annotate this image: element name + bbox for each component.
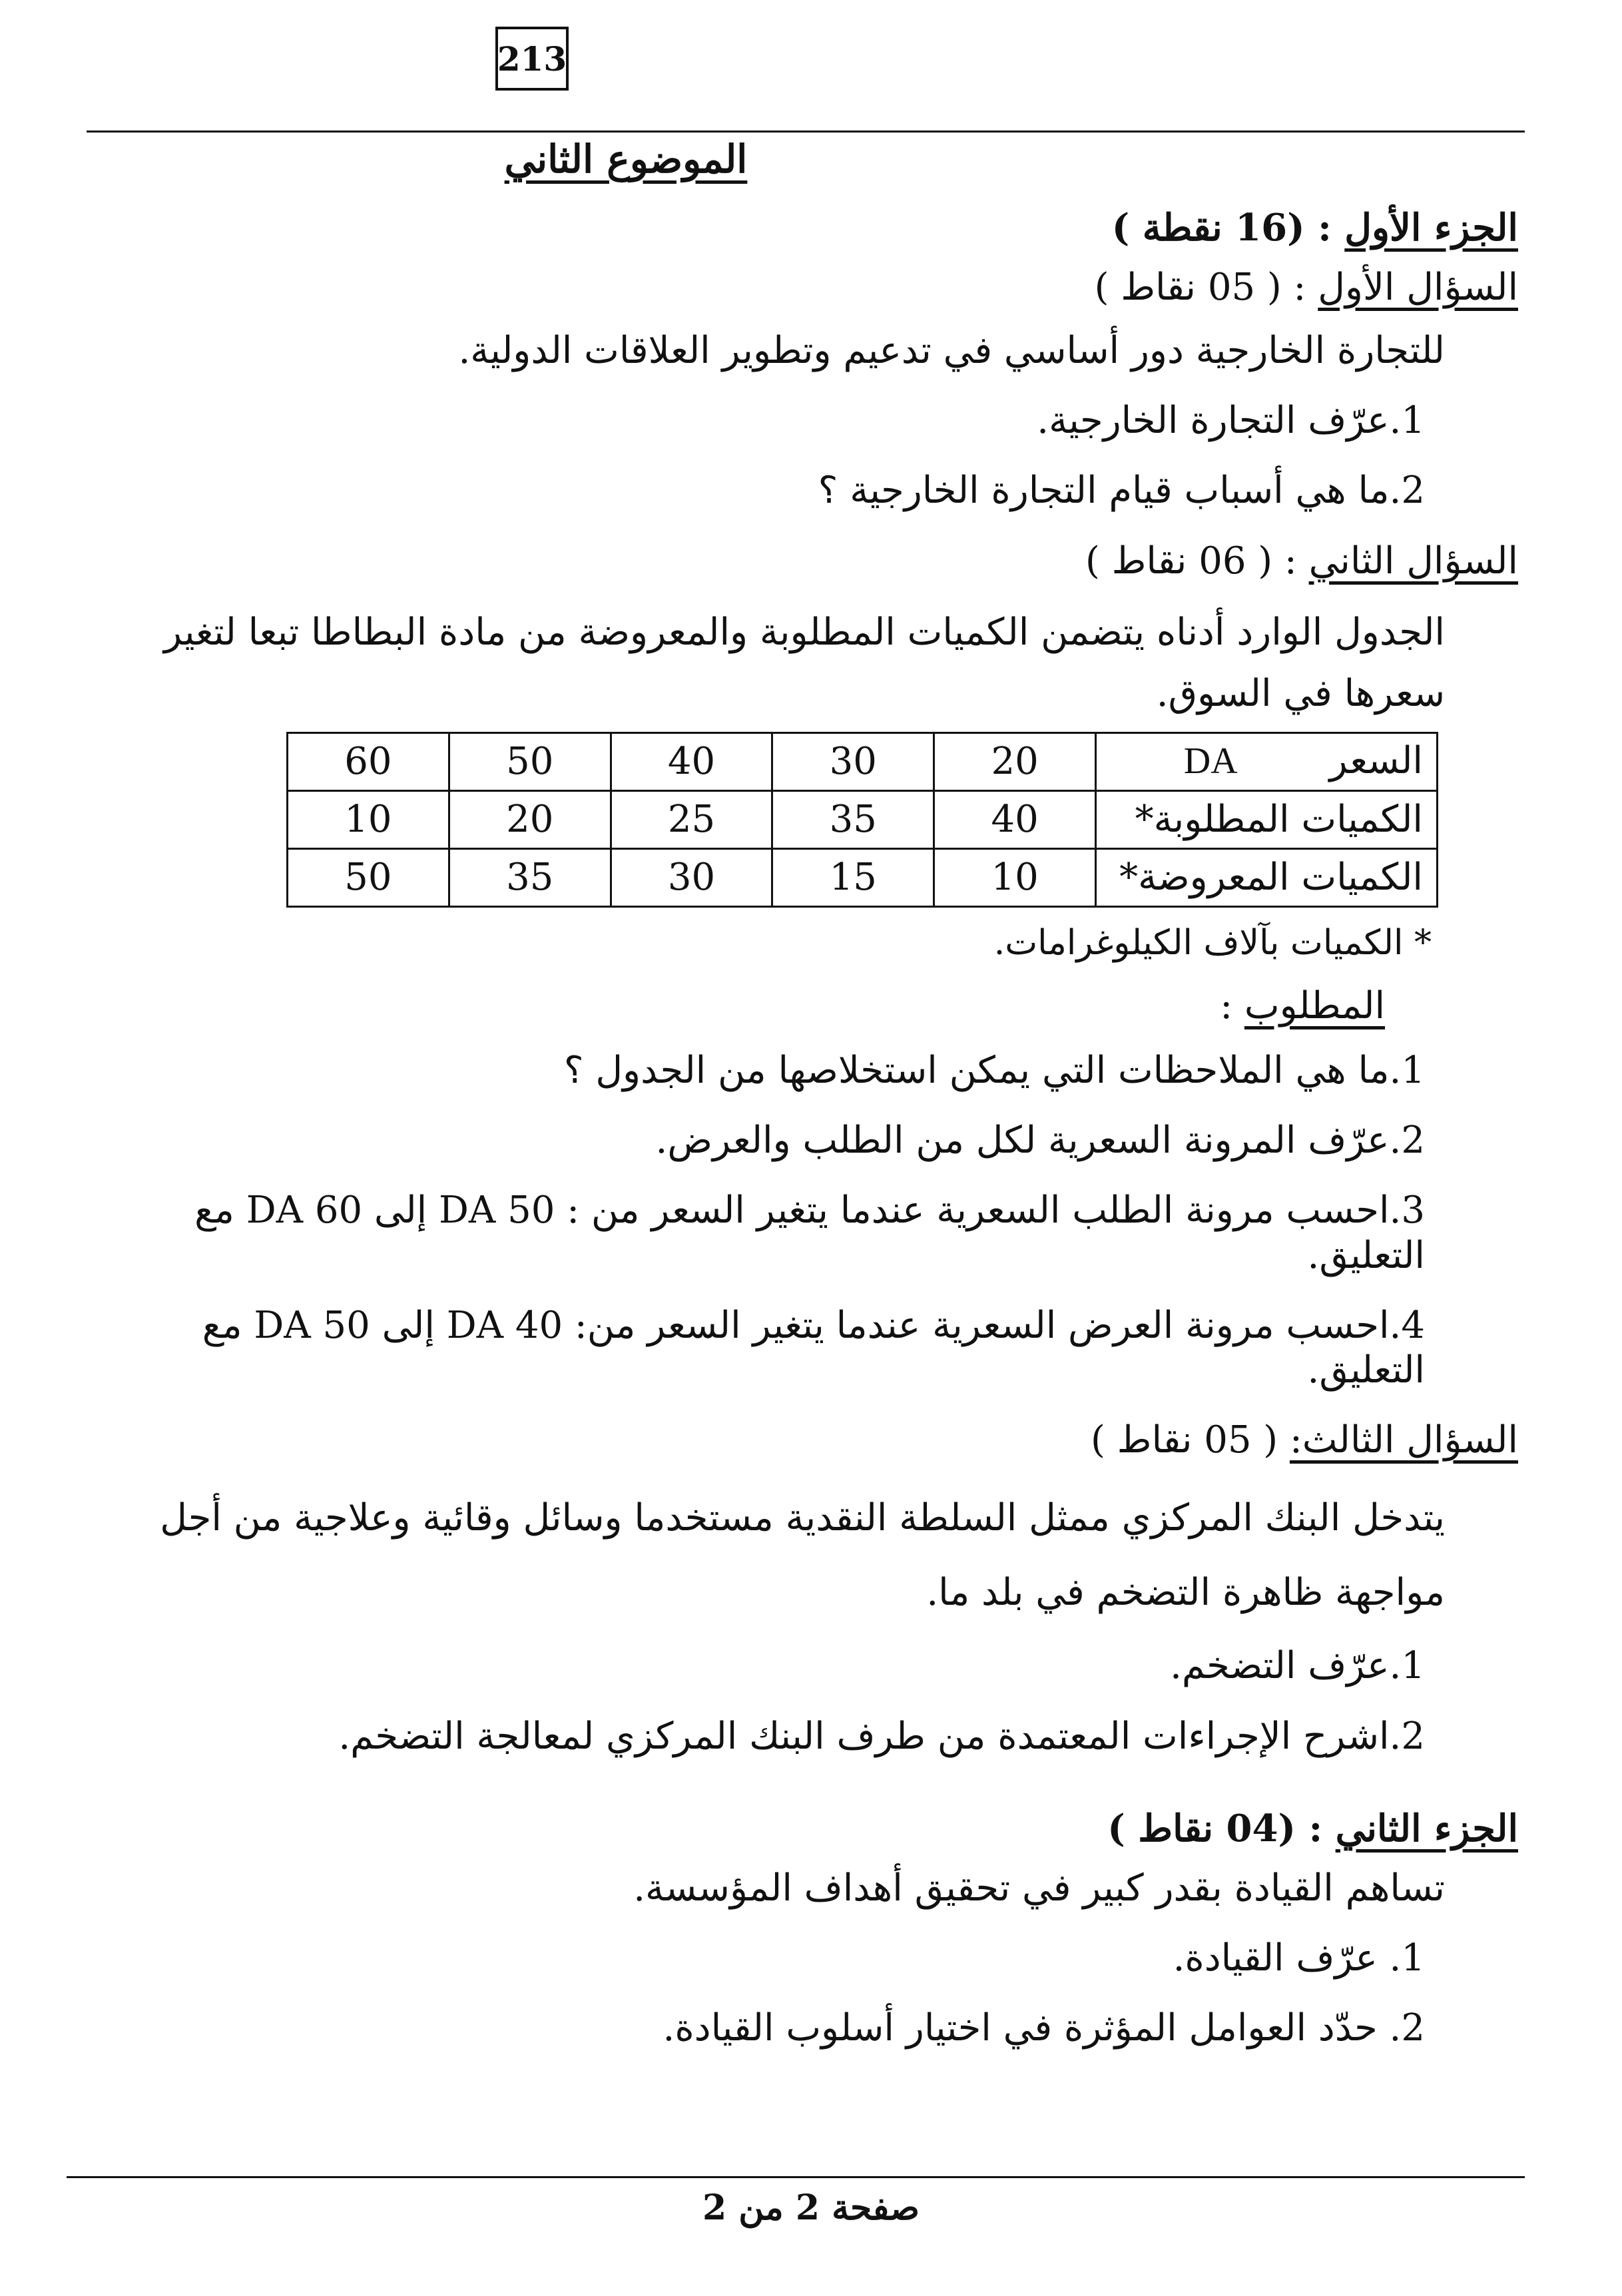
part2-item-1: 1. عرّف القيادة. xyxy=(1173,1936,1425,1980)
q3-heading xyxy=(133,1418,1518,1462)
q3-heading-label: السؤال الثالث: xyxy=(1289,1418,1518,1462)
table-cell: 35 xyxy=(449,848,611,906)
table-row-demand xyxy=(288,790,1438,848)
table-cell: 10 xyxy=(934,848,1096,906)
part1-heading xyxy=(133,206,1518,250)
table-row-supply xyxy=(288,848,1438,906)
table-header-price xyxy=(1096,732,1438,790)
q1-item-1: 1.عرّف التجارة الخارجية. xyxy=(1037,399,1425,443)
table-header-demand: الكميات المطلوبة* xyxy=(1096,790,1438,848)
required-heading xyxy=(133,984,1518,1028)
table-cell: 60 xyxy=(288,732,449,790)
q2-item-3: 3.احسب مرونة الطلب السعرية عندما يتغير السعر من : DA 50 إلى DA 60 مع التعليق. xyxy=(194,1189,1425,1277)
q2-heading-label: السؤال الثاني xyxy=(1308,539,1518,583)
bottom-divider xyxy=(67,2176,1525,2178)
page-footer: صفحة 2 من 2 xyxy=(702,2187,920,2228)
q1-points: : ( 05 نقاط ) xyxy=(1094,265,1306,309)
required-label: المطلوب xyxy=(1244,984,1385,1027)
q1-item-2: 2.ما هي أسباب قيام التجارة الخارجية ؟ xyxy=(818,469,1425,513)
price-unit: DA xyxy=(1183,740,1238,782)
table-note: * الكميات بآلاف الكيلوغرامات. xyxy=(993,922,1432,963)
price-table-wrapper xyxy=(133,732,1518,908)
price-quantity-table xyxy=(286,732,1438,908)
part2-heading-label: الجزء الثاني xyxy=(1335,1806,1518,1851)
q3-text: يتدخل البنك المركزي ممثل السلطة النقدية مستخدما وسائل وقائية وعلاجية من أجل مواجهة ظاهرة التضخم في بلد ما. xyxy=(160,1496,1445,1615)
table-cell: 40 xyxy=(611,732,772,790)
table-cell: 35 xyxy=(772,790,934,848)
page-number: 213 xyxy=(495,27,569,91)
q2-item-4: 4.احسب مرونة العرض السعرية عندما يتغير السعر من: DA 40 إلى DA 50 مع التعليق. xyxy=(202,1303,1425,1392)
q1-heading-label: السؤال الأول xyxy=(1318,265,1518,309)
table-row-price xyxy=(288,732,1438,790)
table-cell: 15 xyxy=(772,848,934,906)
q1-text: للتجارة الخارجية دور أساسي في تدعيم وتطوير العلاقات الدولية. xyxy=(458,328,1445,372)
q2-text: الجدول الوارد أدناه يتضمن الكميات المطلوبة والمعروضة من مادة البطاطا تبعا لتغير سعرها في السوق. xyxy=(164,610,1445,716)
q1-heading xyxy=(133,265,1518,310)
top-divider xyxy=(87,131,1525,133)
part2-heading xyxy=(133,1807,1518,1851)
part2-points: : (04 نقاط ) xyxy=(1107,1806,1323,1851)
part2-text: تساهم القيادة بقدر كبير في تحقيق أهداف المؤسسة. xyxy=(633,1866,1445,1910)
table-cell: 50 xyxy=(288,848,449,906)
q3-points: ( 05 نقاط ) xyxy=(1091,1418,1290,1462)
table-cell: 30 xyxy=(772,732,934,790)
document-body xyxy=(133,137,1518,2076)
table-header-supply: الكميات المعروضة* xyxy=(1096,848,1438,906)
table-cell: 30 xyxy=(611,848,772,906)
part1-heading-label: الجزء الأول xyxy=(1344,205,1518,250)
table-cell: 25 xyxy=(611,790,772,848)
part2-item-2: 2. حدّد العوامل المؤثرة في اختيار أسلوب القيادة. xyxy=(663,2006,1425,2050)
table-cell: 20 xyxy=(934,732,1096,790)
table-cell: 50 xyxy=(449,732,611,790)
q2-item-2: 2.عرّف المرونة السعرية لكل من الطلب والعرض. xyxy=(655,1119,1425,1163)
part1-points: : (16 نقطة ) xyxy=(1111,205,1332,250)
required-colon: : xyxy=(1220,984,1244,1027)
q3-item-1: 1.عرّف التضخم. xyxy=(1170,1644,1425,1688)
q2-item-1: 1.ما هي الملاحظات التي يمكن استخلاصها من الجدول ؟ xyxy=(563,1049,1425,1093)
document-title: الموضوع الثاني xyxy=(504,137,748,182)
price-label: السعر xyxy=(1329,739,1423,783)
q2-points: : ( 06 نقاط ) xyxy=(1085,539,1297,583)
q3-item-2: 2.اشرح الإجراءات المعتمدة من طرف البنك المركزي لمعالجة التضخم. xyxy=(338,1714,1425,1758)
q2-heading xyxy=(133,539,1518,583)
table-cell: 40 xyxy=(934,790,1096,848)
table-cell: 10 xyxy=(288,790,449,848)
table-cell: 20 xyxy=(449,790,611,848)
